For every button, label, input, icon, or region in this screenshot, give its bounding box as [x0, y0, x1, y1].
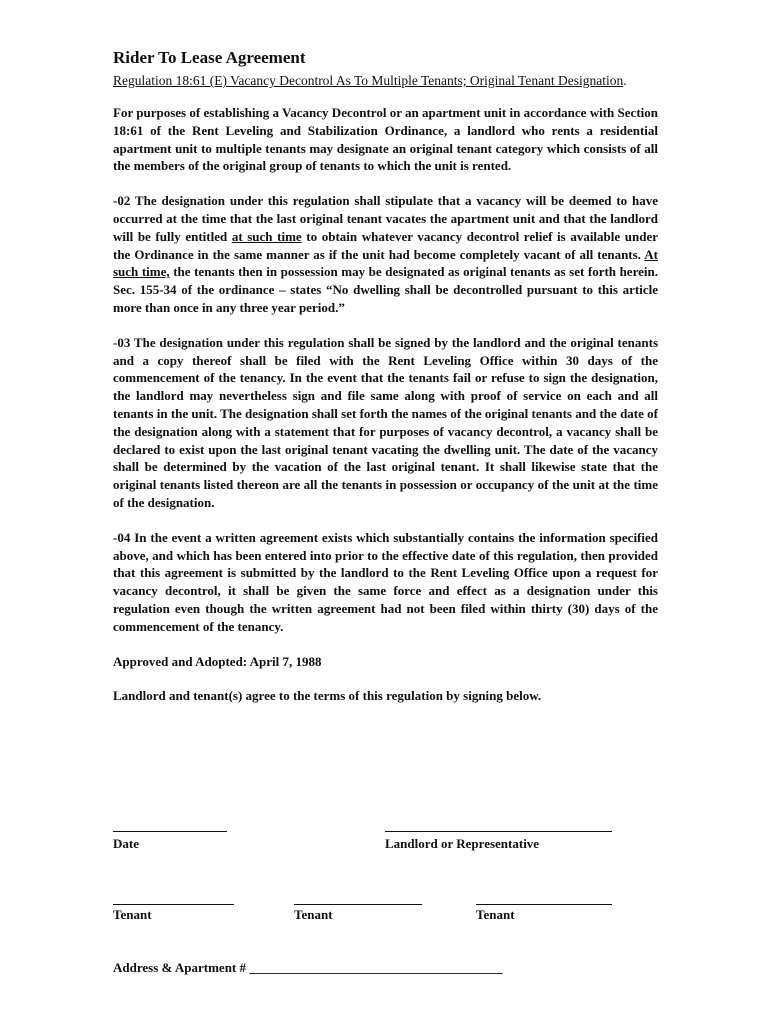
para2-part3: the tenants then in possession may be designated as original tenants as set forth herein. Sec. 155-34 of the ordinance – states “No dwelling shall be decontrolled pursuant to this article more than once in any three year period.” — [113, 264, 658, 315]
date-label: Date — [113, 836, 139, 851]
subtitle-period: . — [623, 73, 627, 88]
landlord-label: Landlord or Representative — [385, 836, 540, 851]
address-label: Address & Apartment # — [113, 960, 247, 975]
landlord-signature-line[interactable] — [385, 831, 612, 832]
agreement-statement: Landlord and tenant(s) agree to the terms of this regulation by signing below. — [113, 688, 542, 704]
tenant2-signature-line[interactable] — [294, 904, 422, 905]
paragraph-04: -04 In the event a written agreement exists which substantially contains the information specified above, and which has been entered into prior to the effective date of this regulation, then provided that this agreement is submitted by the landlord to the Rent Leveling Office upon a request for vacancy decontrol, it shall be given the same force and effect as a designation under this regulation even though the written agreement had not been filed within thirty (30) days of the commencement of the tenancy. — [113, 529, 658, 634]
paragraph-purpose: For purposes of establishing a Vacancy Decontrol or an apartment unit in accordance with Section 18:61 of the Rent Leveling and Stabilization Ordinance, a landlord who rents a residential apartment unit to multiple tenants may designate an original tenant category which consists of all the members of the original group of tenants to which the unit is rented. — [113, 105, 658, 174]
para2-part2: to obtain whatever vacancy decontrol relief is available under the Ordinance in the same manner as if the unit had become completely vacant of all tenants. — [113, 228, 658, 262]
paragraph-02 — [113, 192, 658, 317]
date-signature-line[interactable] — [113, 831, 227, 832]
subtitle-regulation: Regulation 18:61 (E) Vacancy Decontrol As To Multiple Tenants; Original Tenant Designation — [113, 73, 624, 88]
tenant3-signature-line[interactable] — [476, 904, 612, 905]
document-subtitle — [113, 71, 658, 90]
address-row — [113, 960, 503, 976]
paragraph-03: -03 The designation under this regulation shall be signed by the landlord and the original tenants and a copy thereof shall be filed with the Rent Leveling Office within 30 days of the commencement of the tenancy. In the event that the tenants fail or refuse to sign the designation, the landlord may nevertheless sign and file same along with proof of service on each and all tenants in the unit. The designation shall set forth the names of the original tenants and the date of the designation along with a statement that for purposes of vacancy decontrol, a vacancy shall be declared to exist upon the last original tenant vacating the dwelling unit. The date of the vacancy shall be determined by the vacation of the last original tenant. It shall likewise state that the original tenants listed thereon are all the tenants in possession or occupancy of the unit at the time of the designation. — [113, 334, 658, 510]
tenant1-signature-line[interactable] — [113, 904, 234, 905]
document-title: Rider To Lease Agreement — [113, 48, 306, 67]
tenant3-label: Tenant — [476, 907, 515, 922]
document-body — [113, 48, 658, 705]
tenant1-label: Tenant — [113, 907, 152, 922]
approved-adopted: Approved and Adopted: April 7, 1988 — [113, 653, 322, 669]
address-line[interactable]: _______________________________________ — [249, 960, 503, 975]
para2-underline-at-such-time-cap: At such time, — [113, 246, 658, 280]
para2-underline-at-such-time: at such time — [231, 228, 302, 244]
para2-part1: -02 The designation under this regulation shall stipulate that a vacancy will be deemed to have occurred at the time that the last original tenant vacates the apartment unit and that the landlord will be fully entitled — [113, 193, 658, 244]
tenant2-label: Tenant — [294, 907, 333, 922]
